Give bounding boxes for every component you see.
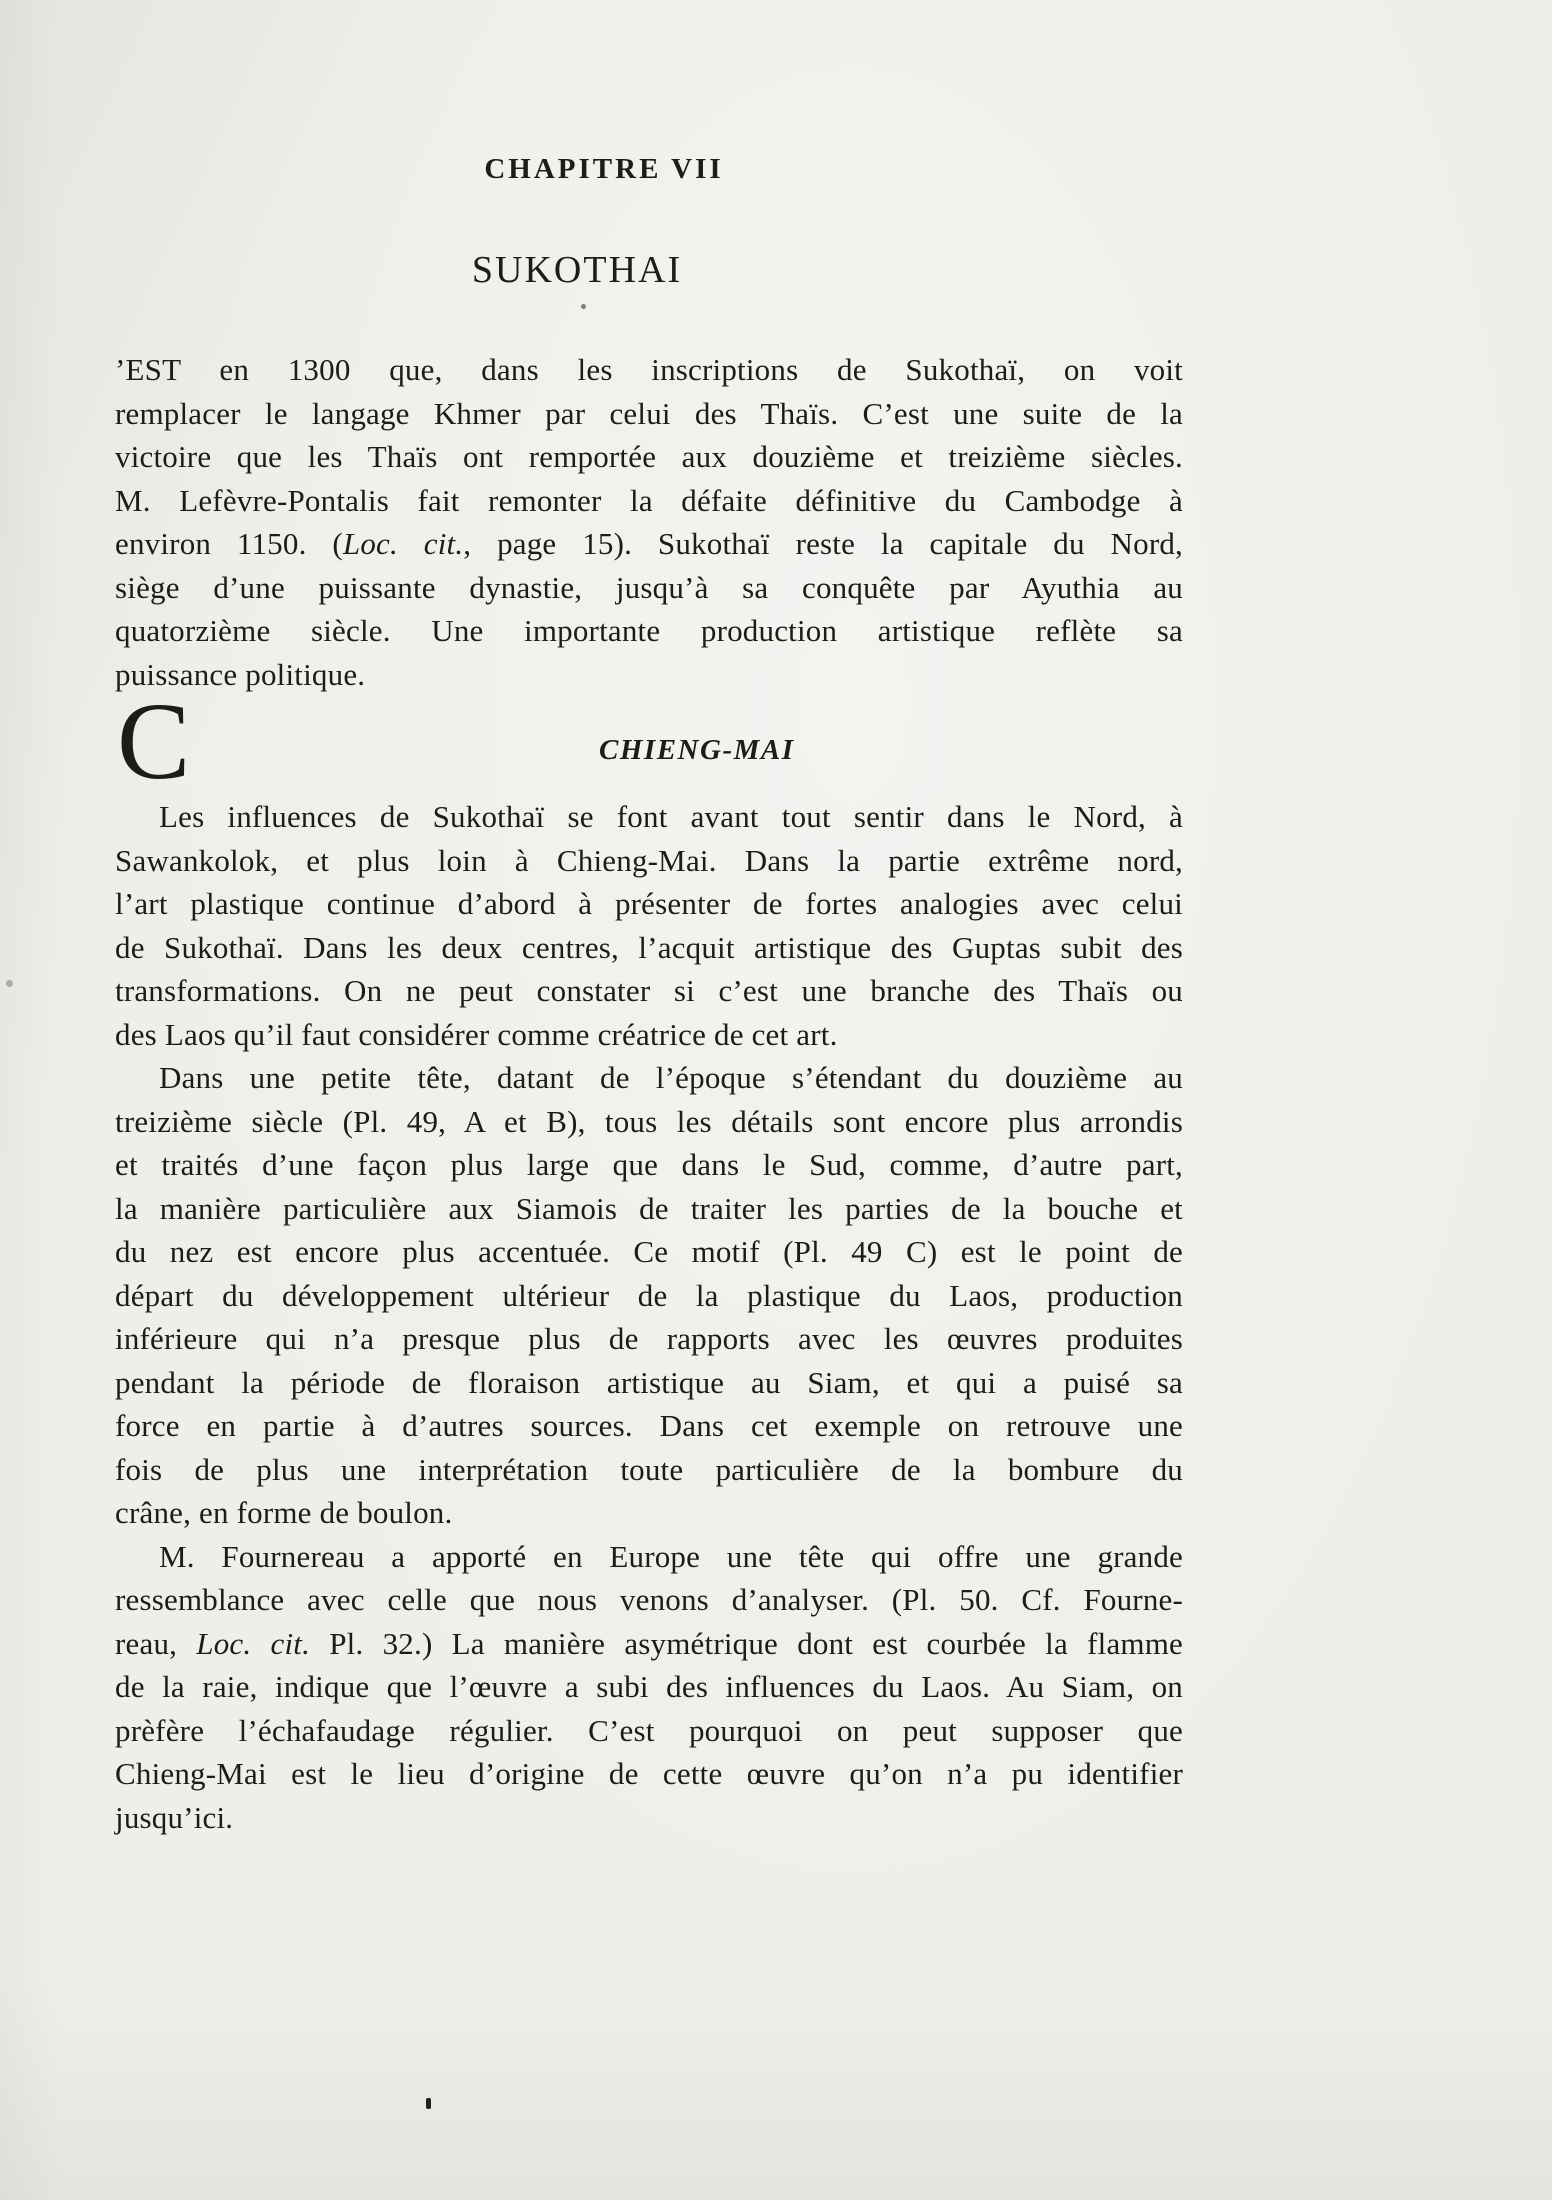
text-line: du nez est encore plus accentuée. Ce motif (Pl. 49 C) est le point de: [115, 1234, 1183, 1269]
text-line: M. Fournereau a apporté en Europe une tête qui offre une grande: [159, 1538, 1183, 1574]
ink-speck: [426, 2098, 431, 2109]
chapter-heading: CHAPITRE VII: [484, 153, 724, 185]
text-line: de la raie, indique que l’œuvre a subi des influences du Laos. Au Siam, on: [115, 1669, 1183, 1704]
text-line: puissance politique.: [115, 656, 366, 692]
text-line: et traités d’une façon plus large que dans le Sud, comme, d’autre part,: [115, 1147, 1183, 1182]
text-line: ’EST en 1300 que, dans les inscriptions de Sukothaï, on voit: [115, 352, 1183, 387]
text-line: départ du développement ultérieur de la plastique du Laos, production: [115, 1277, 1183, 1313]
text-line: Dans une petite tête, datant de l’époque s’étendant du douzième au: [159, 1060, 1183, 1095]
text-line: environ 1150. (Loc. cit., page 15). Sukothaï reste la capitale du Nord,: [115, 526, 1183, 561]
text-line: transformations. On ne peut constater si c’est une branche des Thaïs ou: [115, 973, 1183, 1008]
drop-cap: C: [117, 680, 191, 802]
text-line: reau, Loc. cit. Pl. 32.) La manière asymétrique dont est courbée la flamme: [115, 1625, 1183, 1661]
ink-speck: [581, 304, 586, 309]
text-line: siège d’une puissante dynastie, jusqu’à sa conquête par Ayuthia au: [115, 569, 1183, 605]
text-line: force en partie à d’autres sources. Dans cet exemple on retrouve une: [115, 1408, 1183, 1443]
page-title: SUKOTHAI: [471, 249, 683, 291]
text-line: treizième siècle (Pl. 49, A et B), tous les détails sont encore plus arrondis: [115, 1103, 1183, 1139]
text-line: pendant la période de floraison artistique au Siam, et qui a puisé sa: [115, 1364, 1183, 1400]
text-line: prèfère l’échafaudage régulier. C’est pourquoi on peut supposer que: [115, 1712, 1183, 1748]
body-text-block: [115, 348, 1183, 1839]
text-line: l’art plastique continue d’abord à présenter de fortes analogies avec celui: [115, 886, 1183, 921]
text-line: Les influences de Sukothaï se font avant tout sentir dans le Nord, à: [159, 799, 1183, 834]
text-line: la manière particulière aux Siamois de traiter les parties de la bouche et: [115, 1190, 1183, 1226]
text-line: remplacer le langage Khmer par celui des Thaïs. C’est une suite de la: [115, 395, 1183, 431]
ink-speck: [6, 980, 13, 987]
text-line: M. Lefèvre-Pontalis fait remonter la défaite définitive du Cambodge à: [115, 482, 1183, 518]
text-line: jusqu’ici.: [115, 1799, 234, 1835]
text-line: fois de plus une interprétation toute particulière de la bombure du: [115, 1451, 1183, 1487]
text-line: crâne, en forme de boulon.: [115, 1495, 453, 1530]
text-line: quatorzième siècle. Une importante production artistique reflète sa: [115, 613, 1183, 648]
text-line: ressemblance avec celle que nous venons d’analyser. (Pl. 50. Cf. Fourne-: [115, 1582, 1183, 1617]
text-line: Sawankolok, et plus loin à Chieng-Mai. Dans la partie extrême nord,: [115, 842, 1183, 878]
section-heading: CHIENG-MAI: [599, 734, 795, 766]
text-line: des Laos qu’il faut considérer comme créatrice de cet art.: [115, 1016, 838, 1052]
text-line: de Sukothaï. Dans les deux centres, l’acquit artistique des Guptas subit des: [115, 929, 1183, 965]
text-line: victoire que les Thaïs ont remportée aux douzième et treizième siècles.: [115, 439, 1183, 474]
text-line: Chieng-Mai est le lieu d’origine de cette œuvre qu’on n’a pu identifier: [115, 1756, 1183, 1791]
text-line: inférieure qui n’a presque plus de rapports avec les œuvres produites: [115, 1321, 1183, 1356]
